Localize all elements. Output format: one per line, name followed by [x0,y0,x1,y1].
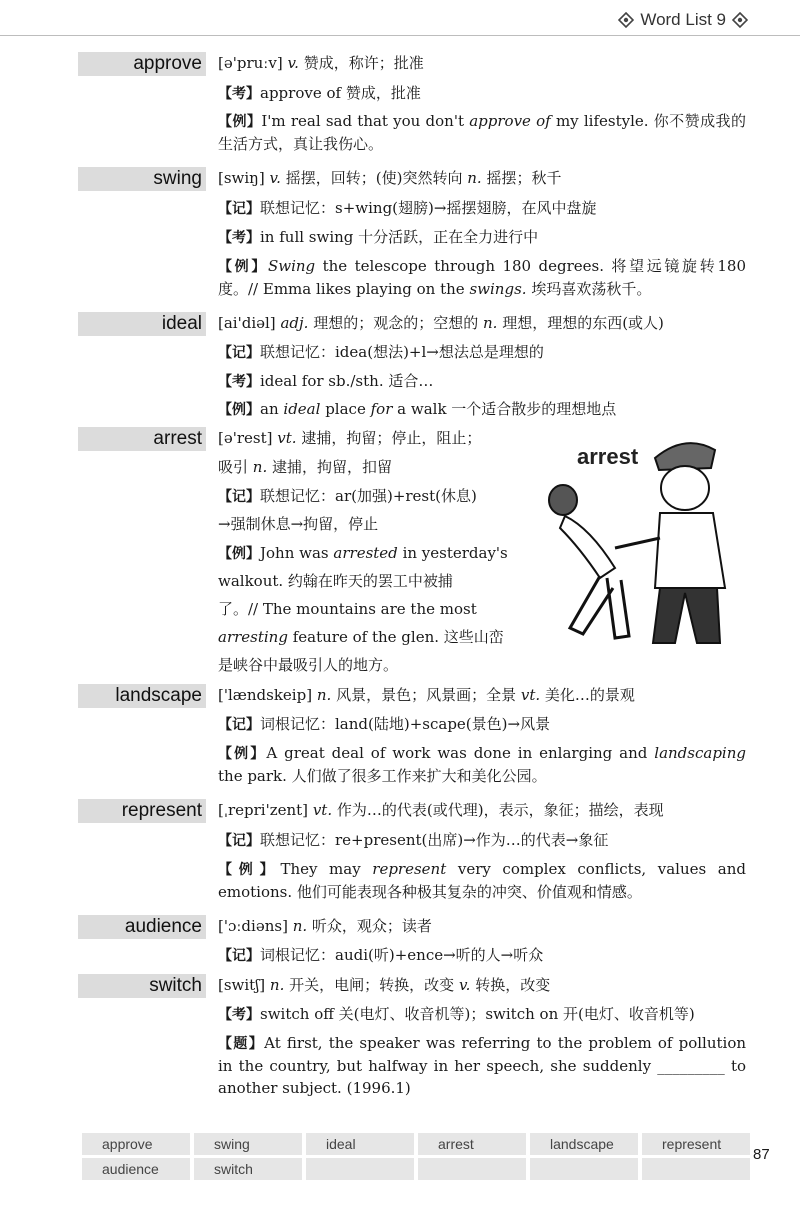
headword-landscape: landscape [78,684,206,708]
phonetic-line: ['ɔːdiəns] n. 听众，观众；读者 [218,917,432,935]
definition-line: 吸引 n. 逮捕，拘留，扣留 [218,458,393,476]
review-empty [418,1158,526,1180]
example-line: 【例】They may represent very complex conflicts, values and emotions. 他们可能表现各种极其复杂的冲突、价值观和情感。 [218,860,746,901]
example-line: arresting feature of the glen. 这些山峦 [218,628,504,646]
review-word: landscape [530,1133,638,1155]
arrest-illustration [535,428,745,653]
police-legs [653,588,720,643]
grabbing-arm [615,538,660,548]
header-rule [0,35,800,36]
review-word: audience [82,1158,190,1180]
review-word: switch [194,1158,302,1180]
exam-line: 【考】approve of 赞成，批准 [218,84,421,102]
memory-line: 【记】联想记忆：idea(想法)+l→想法总是理想的 [218,343,544,361]
memory-line: 【记】联想记忆：s+wing(翅膀)→摇摆翅膀，在风中盘旋 [218,199,597,217]
diamond-icon [618,12,634,28]
example-line: walkout. 约翰在昨天的罢工中被捕 [218,572,453,590]
example-line: 是峡谷中最吸引人的地方。 [218,656,399,674]
phonetic-line: [ai'diəl] adj. 理想的；观念的；空想的 n. 理想，理想的东西(或人) [218,314,664,332]
page-number: 87 [753,1146,770,1163]
review-empty [306,1158,414,1180]
headword-represent: represent [78,799,206,823]
review-empty [642,1158,750,1180]
police-head [661,466,709,510]
memory-line: →强制休息→拘留，停止 [218,515,379,533]
question-line: 【题】At first, the speaker was referring to the problem of pollution in the country, but halfway in her speech, she suddenly _________ to another subject. (1996.1) [218,1034,747,1097]
phonetic-line: [swiŋ] v. 摇摆，回转；(使)突然转向 n. 摇摆；秋千 [218,169,562,187]
illustration-label: arrest [577,444,639,469]
review-word: swing [194,1133,302,1155]
review-empty [530,1158,638,1180]
review-word: ideal [306,1133,414,1155]
example-line: 了。// The mountains are the most [218,600,477,618]
review-word: represent [642,1133,750,1155]
example-line: 【例】John was arrested in yesterday's [218,544,508,562]
headword-arrest: arrest [78,427,206,451]
page-header [618,8,748,32]
prisoner-legs [570,576,629,638]
exam-line: 【考】ideal for sb./sth. 适合… [218,372,434,390]
review-word: approve [82,1133,190,1155]
prisoner-head [549,485,577,515]
prisoner-body [560,516,615,578]
headword-approve: approve [78,52,206,76]
phonetic-line: [ə'pruːv] v. 赞成，称许；批准 [218,54,424,72]
diamond-icon [732,12,748,28]
memory-line: 【记】词根记忆：audi(听)+ence→听的人→听众 [218,946,544,964]
memory-line: 【记】联想记忆：re+present(出席)→作为…的代表→象征 [218,831,609,849]
police-body [655,513,725,588]
exam-line: 【考】in full swing 十分活跃，正在全力进行中 [218,228,539,246]
example-line: 【例】I'm real sad that you don't approve of my lifestyle. 你不赞成我的生活方式，真让我伤心。 [218,112,746,153]
memory-line: 【记】联想记忆：ar(加强)+rest(休息) [218,487,477,505]
phonetic-line: [ˌrepri'zent] vt. 作为…的代表(或代理)，表示，象征；描绘，表现 [218,801,664,819]
example-line: 【例】Swing the telescope through 180 degrees. 将望远镜旋转180度。// Emma likes playing on the swings. 埃玛喜欢荡秋千。 [218,257,747,298]
headword-switch: switch [78,974,206,998]
headword-audience: audience [78,915,206,939]
exam-line: 【考】switch off 关(电灯、收音机等)；switch on 开(电灯、收音机等) [218,1005,695,1023]
phonetic-line: ['lændskeip] n. 风景，景色；风景画；全景 vt. 美化…的景观 [218,686,635,704]
example-line: 【例】A great deal of work was done in enlarging and landscaping the park. 人们做了很多工作来扩大和美化公园。 [218,744,746,785]
phonetic-line: [switʃ] n. 开关，电闸；转换，改变 v. 转换，改变 [218,976,551,994]
headword-ideal: ideal [78,312,206,336]
example-line: 【例】an ideal place for a walk 一个适合散步的理想地点 [218,400,617,418]
headword-swing: swing [78,167,206,191]
memory-line: 【记】词根记忆：land(陆地)+scape(景色)→风景 [218,715,551,733]
review-grid [82,1133,750,1185]
header-title: Word List 9 [640,10,726,29]
review-word: arrest [418,1133,526,1155]
phonetic-line: [ə'rest] vt. 逮捕，拘留；停止，阻止； [218,429,482,447]
